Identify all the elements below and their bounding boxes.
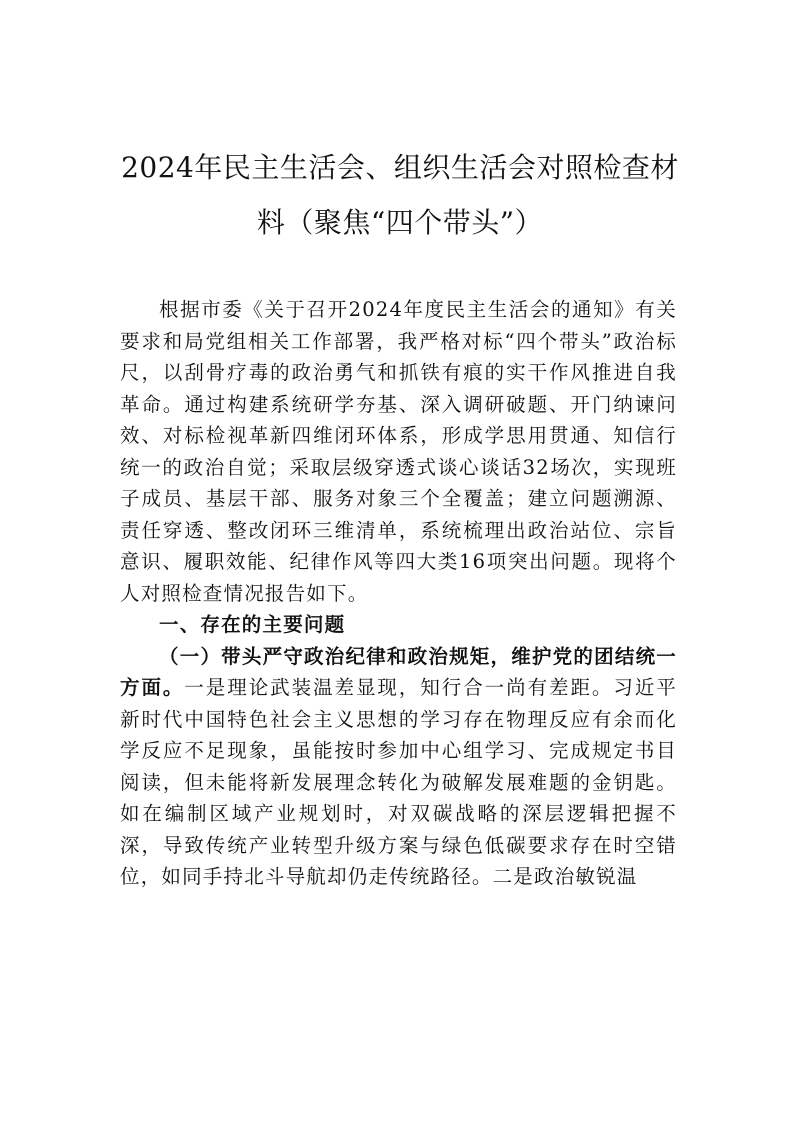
subsection-lead: （一）带头严守政治纪律和政治规矩，维护党的团结统一方面。 [120, 644, 677, 699]
document-title: 2024年民主生活会、组织生活会对照检查材料（聚焦“四个带头”） [121, 151, 679, 239]
section-heading: 一、存在的主要问题 [159, 613, 346, 636]
intro-paragraph: 根据市委《关于召开2024年度民主生活会的通知》有关要求和局党组相关工作部署，我严格对标“四个带头”政治标尺，以刮骨疗毒的政治勇气和抓铁有痕的实干作风推进自我革命。通过构建系统研学夯基、深入调研破题、开门纳谏问效、对标检视革新四维闭环体系，形成学思用贯通、知信行统一的政治自觉；采取层级穿透式谈心谈话32场次，实现班子成员、基层干部、服务对象三个全覆盖；建立问题溯源、责任穿透、整改闭环三维清单，系统梳理出政治站位、宗旨意识、履职效能、纪律作风等四大类16项突出问题。现将个人对照检查情况报告如下。 [120, 298, 677, 605]
subsection-paragraph [120, 641, 677, 893]
document-body [120, 294, 677, 893]
subsection-text: 一是理论武装温差显现，知行合一尚有差距。习近平新时代中国特色社会主义思想的学习存在物理反应有余而化学反应不足现象，虽能按时参加中心组学习、完成规定书目阅读，但未能将新发展理念转化为破解发展难题的金钥匙。如在编制区域产业规划时，对双碳战略的深层逻辑把握不深，导致传统产业转型升级方案与绿色低碳要求存在时空错位，如同手持北斗导航却仍走传统路径。二是政治敏锐温 [120, 676, 677, 888]
